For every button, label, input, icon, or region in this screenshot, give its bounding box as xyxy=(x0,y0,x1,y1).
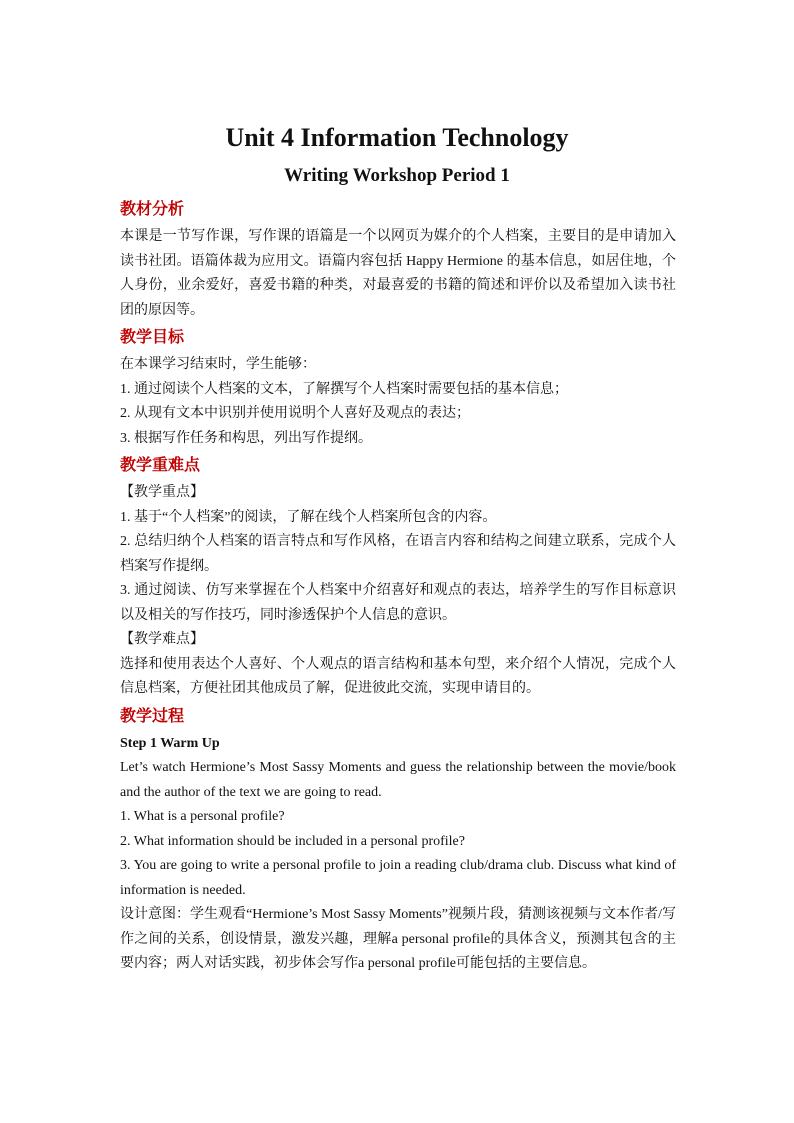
step-title: Step 1 Warm Up xyxy=(120,735,220,751)
objective-item: 2. 从现有文本中识别并使用说明个人喜好及观点的表达； xyxy=(120,406,470,421)
heading-objectives: 教学目标 xyxy=(120,329,185,346)
document-body xyxy=(120,195,676,977)
warmup-question: 3. You are going to write a personal profile to join a reading club/drama club. Discuss what kind of information is needed. xyxy=(120,858,676,898)
document-title: Unit 4 Information Technology xyxy=(225,123,569,152)
focus-item: 2. 总结归纳个人档案的语言特点和写作风格，在语言内容和结构之间建立联系，完成个人档案写作提纲。 xyxy=(120,534,676,574)
heading-key-points: 教学重难点 xyxy=(120,457,201,474)
focus-item: 1. 基于“个人档案”的阅读，了解在线个人档案所包含的内容。 xyxy=(120,509,497,525)
heading-process: 教学过程 xyxy=(120,707,185,725)
analysis-paragraph: 本课是一节写作课，写作课的语篇是一个以网页为媒介的个人档案，主要目的是申请加入读书社团。语篇体裁为应用文。语篇内容包括 Happy Hermione 的基本信息，如居住地，个人身份，业余爱好，喜爱书籍的种类，对最喜爱的书籍的简述和评价以及希望加入读书社团的原因等。 xyxy=(120,229,676,318)
objectives-intro: 在本课学习结束时，学生能够： xyxy=(120,357,316,372)
document-subtitle: Writing Workshop Period 1 xyxy=(284,165,510,186)
objective-item: 3. 根据写作任务和构思，列出写作提纲。 xyxy=(120,430,372,446)
warmup-intro: Let’s watch Hermione’s Most Sassy Moments and guess the relationship between the movie/book and the author of the text we are going to read. xyxy=(120,760,676,800)
warmup-question: 1. What is a personal profile? xyxy=(120,809,285,824)
focus-item: 3. 通过阅读、仿写来掌握在个人档案中介绍喜好和观点的表达，培养学生的写作目标意识以及相关的写作技巧，同时渗透保护个人信息的意识。 xyxy=(120,583,676,623)
design-note: 设计意图：学生观看“Hermione’s Most Sassy Moments”视频片段，猜测该视频与文本作者/写作之间的关系，创设情景，激发兴趣，理解a personal profile的具体含义，预测其包含的主要内容；两人对话实践，初步体会写作a personal profile可能包括的主要信息。 xyxy=(120,907,676,971)
warmup-question: 2. What information should be included in a personal profile? xyxy=(120,833,465,849)
difficulty-label: 【教学难点】 xyxy=(120,632,204,647)
objective-item: 1. 通过阅读个人档案的文本，了解撰写个人档案时需要包括的基本信息； xyxy=(120,381,568,397)
focus-label: 【教学重点】 xyxy=(120,485,204,500)
difficulty-paragraph: 选择和使用表达个人喜好、个人观点的语言结构和基本句型，来介绍个人情况，完成个人信息档案，方便社团其他成员了解，促进彼此交流，实现申请目的。 xyxy=(120,656,676,696)
heading-analysis: 教材分析 xyxy=(120,201,185,218)
